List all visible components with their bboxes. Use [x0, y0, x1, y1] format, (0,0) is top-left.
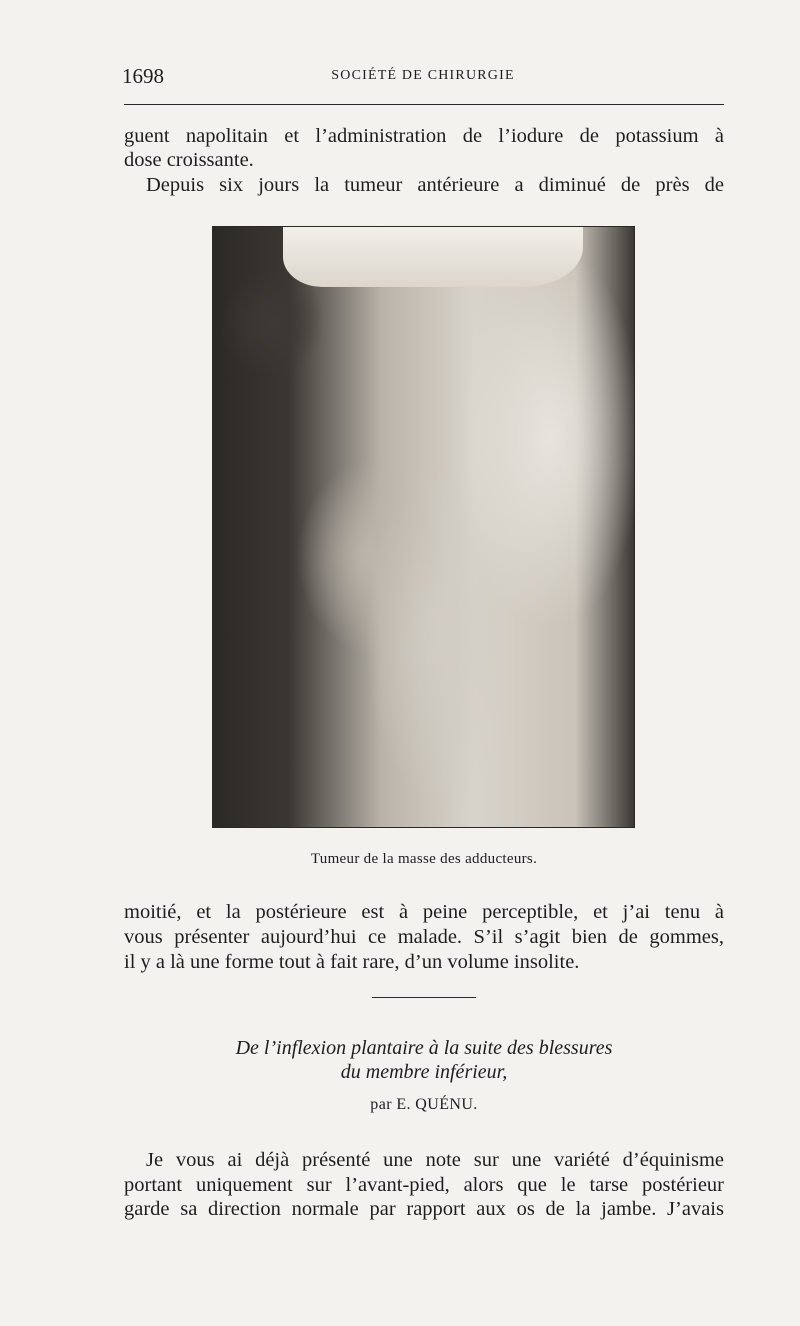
continuation-line-2: dose croissante. [124, 149, 254, 171]
paragraph-depuis [124, 173, 724, 198]
figure-caption: Tumeur de la masse des adducteurs. [310, 851, 538, 867]
je-vous-line-2: portant uniquement sur l’avant-pied, alors que le tarse postérieur [124, 1174, 724, 1196]
clinical-photograph [212, 226, 635, 828]
page-header [122, 64, 724, 92]
running-title: SOCIÉTÉ DE CHIRURGIE [331, 68, 515, 83]
paragraph-depuis-text: Depuis six jours la tumeur antérieure a diminué de près de [146, 174, 724, 196]
je-vous-line-3: garde sa direction normale par rapport aux os de la jambe. J’avais [124, 1198, 724, 1220]
continuation-line-1: guent napolitain et l’administration de l’iodure de potassium à [124, 125, 724, 147]
page-number: 1698 [122, 64, 164, 88]
article-byline: par E. QUÉNU. [370, 1096, 478, 1113]
je-vous-line-1-text: Je vous ai déjà présenté une note sur une variété d’équinisme [146, 1149, 724, 1171]
moitie-line-3: il y a là une forme tout à fait rare, d’un volume insolite. [124, 951, 580, 973]
header-rule [124, 104, 724, 105]
article-title-line-2: du membre inférieur, [340, 1061, 508, 1083]
moitie-line-2: vous présenter aujourd’hui ce malade. S’il s’agit bien de gommes, [124, 926, 724, 948]
photo-garment-area [283, 227, 583, 287]
moitie-line-1: moitié, et la postérieure est à peine perceptible, et j’ai tenu à [124, 901, 724, 923]
section-divider [372, 997, 476, 998]
article-title-line-1: De l’inflexion plantaire à la suite des blessures [235, 1037, 613, 1059]
je-vous-line-1 [124, 1148, 724, 1173]
